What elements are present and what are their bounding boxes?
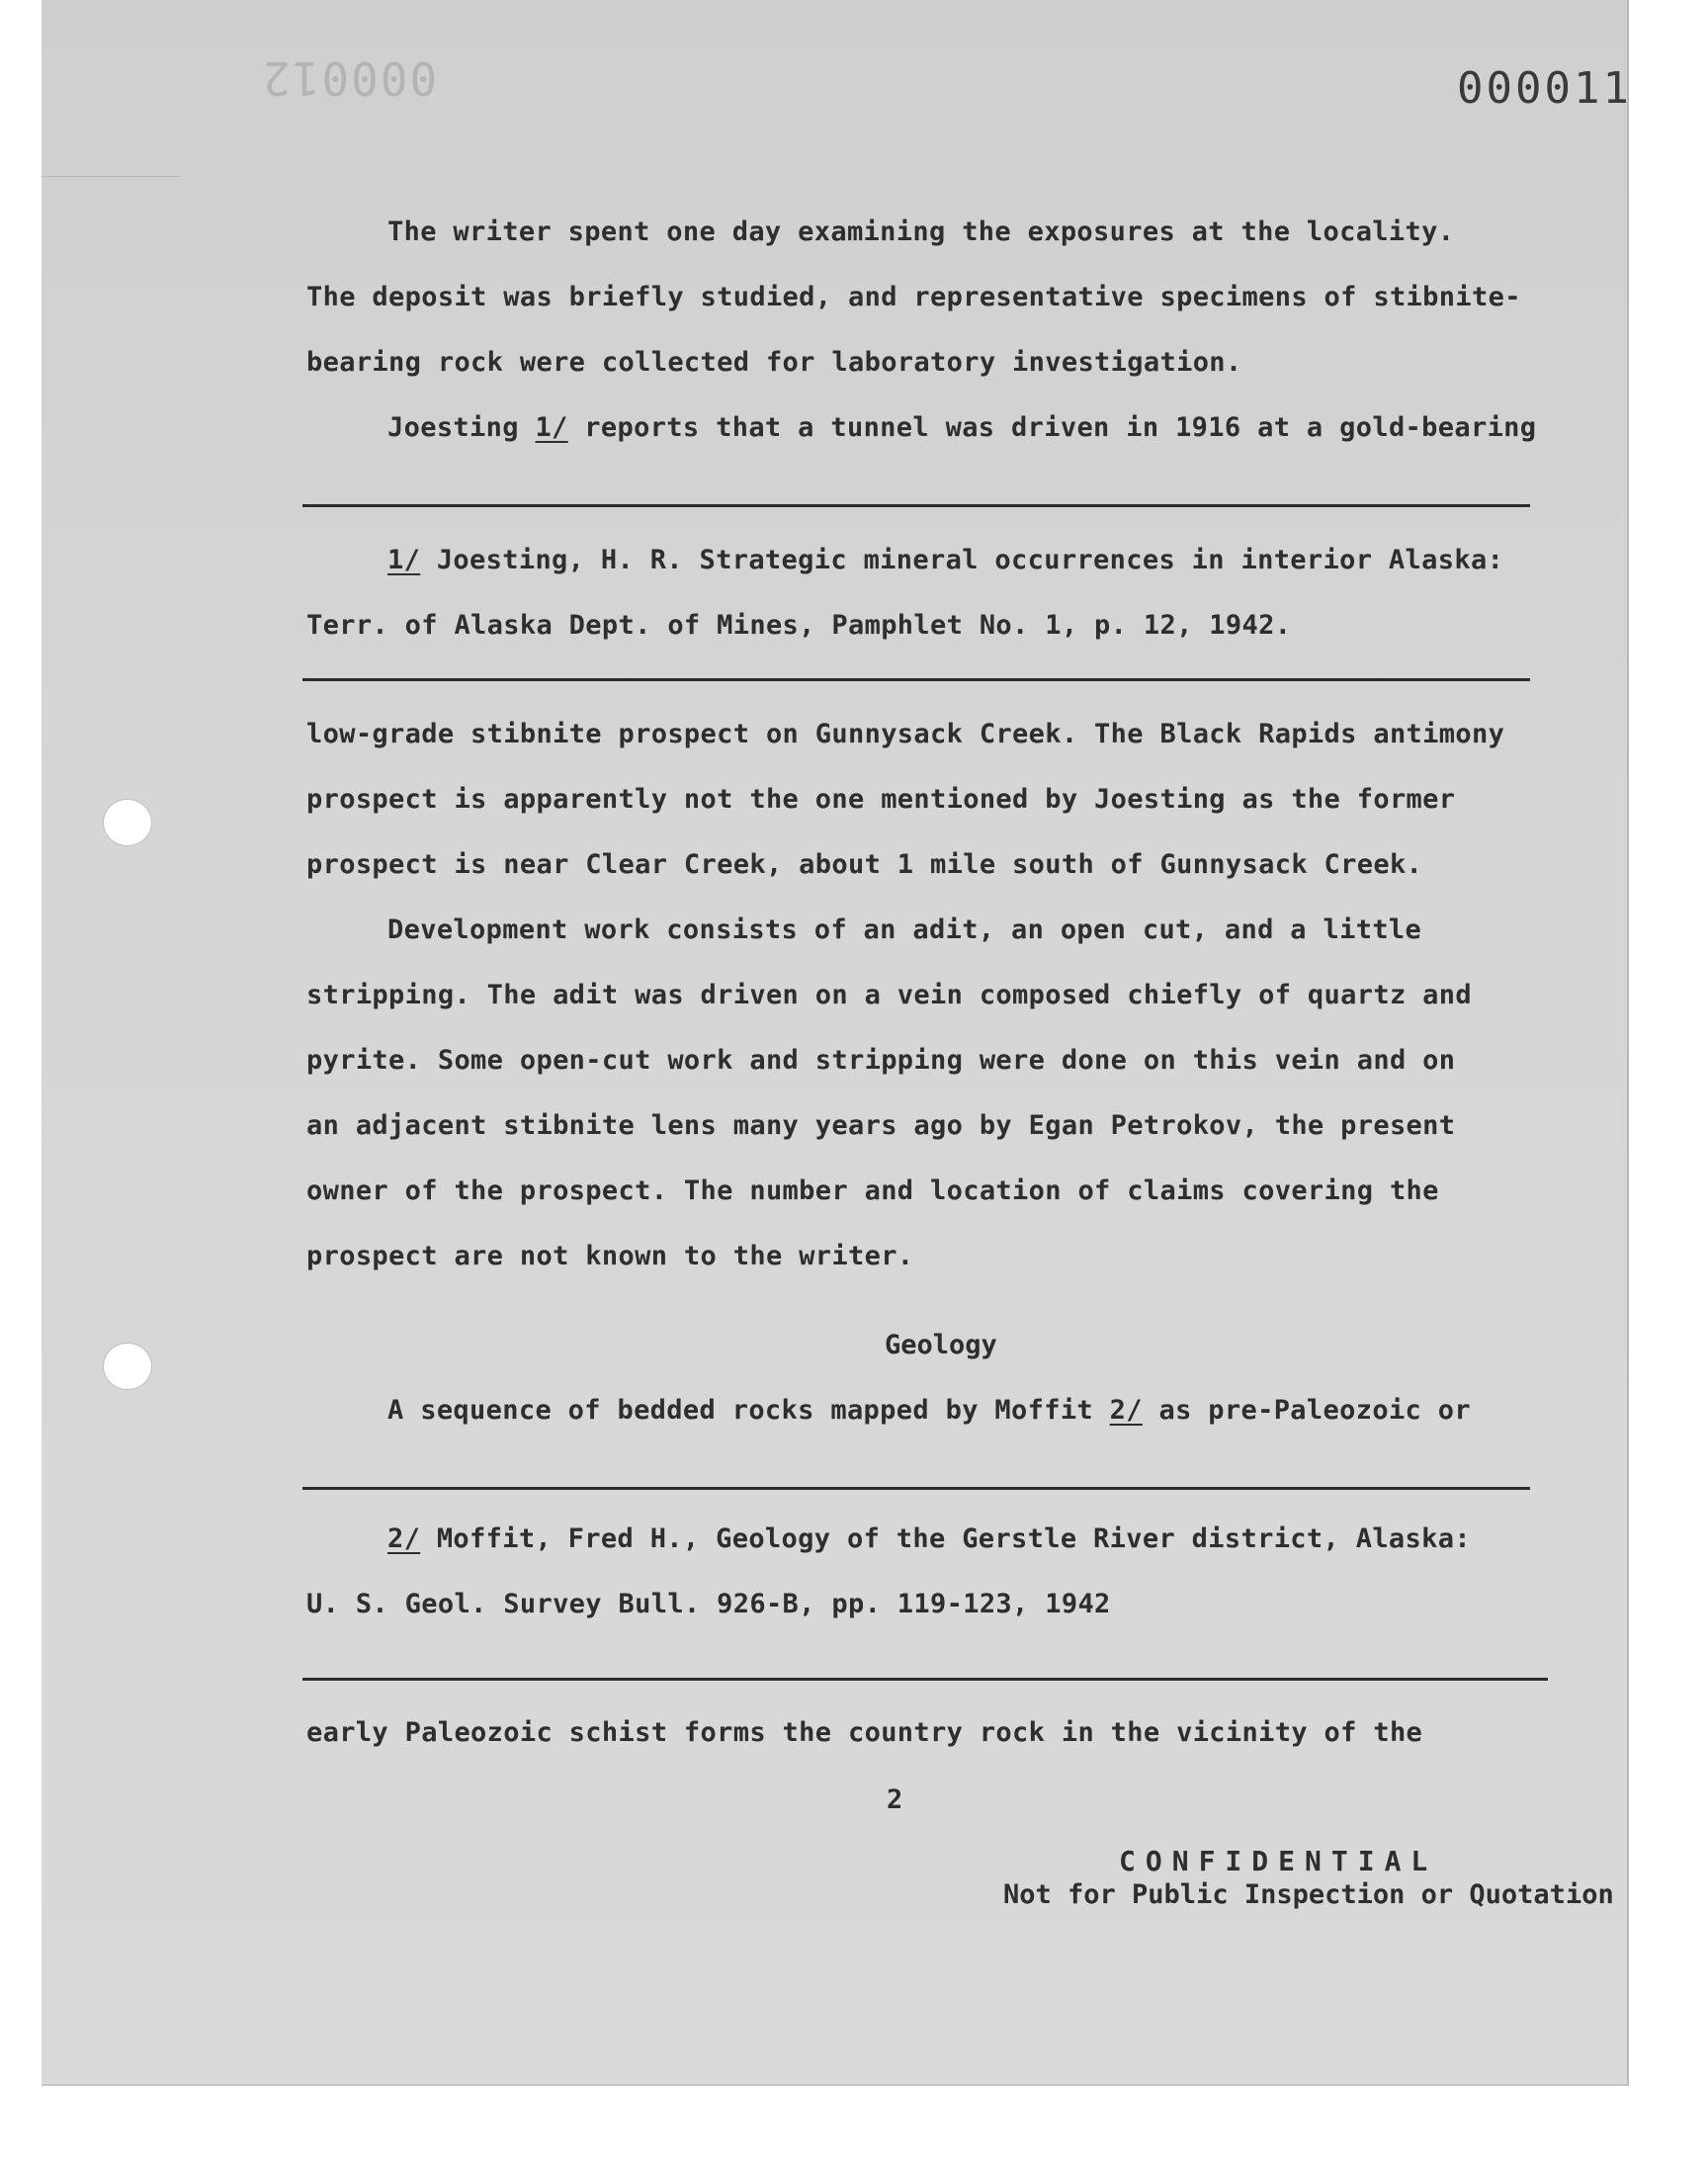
body-line: Development work consists of an adit, an open cut, and a little <box>387 914 1422 945</box>
footnote-2-line <box>387 1523 1471 1555</box>
document-page <box>42 0 1632 2086</box>
section-heading: Geology <box>885 1330 997 1360</box>
confidential-notice: Not for Public Inspection or Quotation <box>1003 1879 1614 1910</box>
body-line: prospect are not known to the writer. <box>306 1241 914 1271</box>
body-line: bearing rock were collected for laboratory investigation. <box>306 347 1242 378</box>
footnote-2-line: U. S. Geol. Survey Bull. 926-B, pp. 119-123, 1942 <box>306 1589 1111 1619</box>
body-line: prospect is apparently not the one mentioned by Joesting as the former <box>306 784 1456 815</box>
page-number: 2 <box>887 1784 903 1815</box>
body-text: A sequence of bedded rocks mapped by Moffit <box>387 1395 1110 1426</box>
body-line: an adjacent stibnite lens many years ago by Egan Petrokov, the present <box>306 1110 1456 1141</box>
footnote-rule <box>302 504 1530 507</box>
body-line: stripping. The adit was driven on a vein composed chiefly of quartz and <box>306 980 1472 1010</box>
body-line: The deposit was briefly studied, and representative specimens of stibnite- <box>306 282 1521 312</box>
body-line: prospect is near Clear Creek, about 1 mile south of Gunnysack Creek. <box>306 849 1423 880</box>
body-line: early Paleozoic schist forms the country rock in the vicinity of the <box>306 1717 1423 1748</box>
punch-hole-lower <box>103 1343 152 1390</box>
footnote-1-line: Terr. of Alaska Dept. of Mines, Pamphlet No. 1, p. 12, 1942. <box>306 610 1292 641</box>
body-line: low-grade stibnite prospect on Gunnysack Creek. The Black Rapids antimony <box>306 719 1505 749</box>
footnote-1-line <box>387 545 1503 576</box>
footnote-rule <box>302 678 1530 681</box>
footnote-text: Moffit, Fred H., Geology of the Gerstle River district, Alaska: <box>420 1523 1471 1554</box>
body-line <box>387 412 1536 444</box>
footnote-rule <box>302 1678 1548 1681</box>
page-stamp-right: 000011 <box>1457 63 1632 114</box>
page-edge-mark <box>42 176 180 177</box>
page-stamp-left: 000012 <box>261 51 438 105</box>
footnote-marker-2: 2/ <box>387 1523 421 1554</box>
body-line <box>387 1395 1471 1427</box>
body-text: Joesting <box>387 412 536 443</box>
footnote-text: Joesting, H. R. Strategic mineral occurrences in interior Alaska: <box>420 545 1504 575</box>
footnote-rule <box>302 1487 1530 1490</box>
body-line: owner of the prospect. The number and location of claims covering the <box>306 1175 1439 1206</box>
body-line: pyrite. Some open-cut work and stripping were done on this vein and on <box>306 1045 1456 1076</box>
confidential-label: CONFIDENTIAL <box>1119 1845 1438 1877</box>
body-text: as pre-Paleozoic or <box>1142 1395 1471 1426</box>
body-text: reports that a tunnel was driven in 1916 at a gold-bearing <box>567 412 1537 443</box>
body-line: The writer spent one day examining the exposures at the locality. <box>387 217 1455 247</box>
footnote-marker-1: 1/ <box>387 545 421 575</box>
punch-hole-upper <box>103 799 152 846</box>
footnote-ref-2: 2/ <box>1109 1395 1143 1426</box>
footnote-ref-1: 1/ <box>535 412 568 443</box>
